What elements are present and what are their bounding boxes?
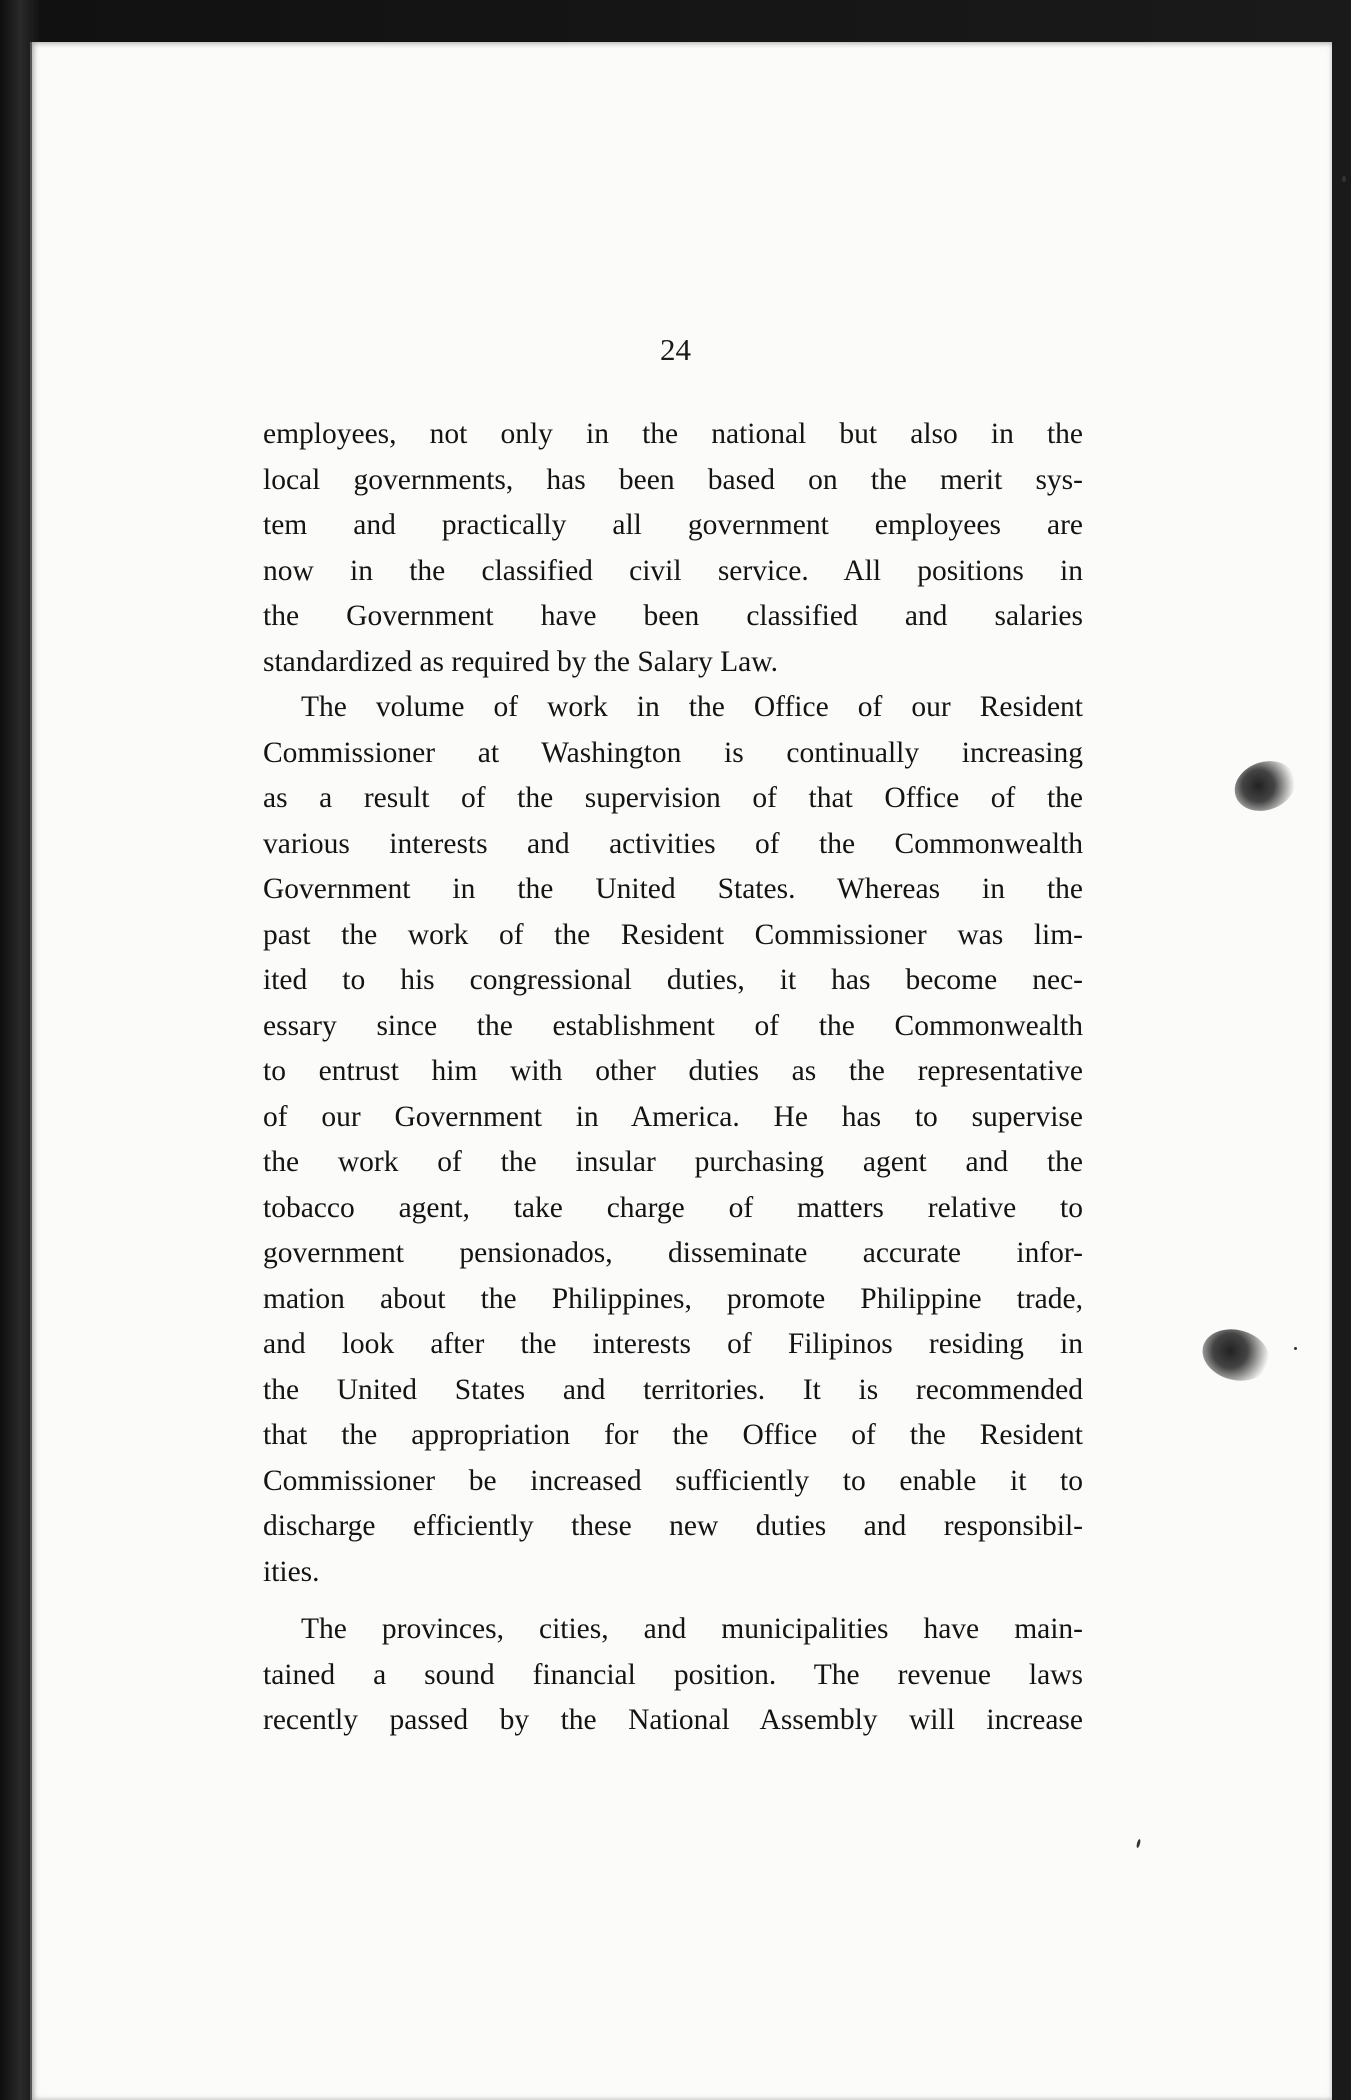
text-line: employees, not only in the national but also in the — [263, 418, 1083, 450]
body-text — [263, 412, 1083, 1744]
text-line: the Government have been classified and salaries — [263, 600, 1083, 632]
text-line: discharge efficiently these new duties and responsibil- — [263, 1510, 1083, 1542]
ink-speck — [1136, 1839, 1141, 1848]
text-line: various interests and activities of the Commonwealth — [263, 827, 1083, 860]
text-line: tem and practically all government employees are — [263, 509, 1083, 541]
text-line: The provinces, cities, and municipalities have main- — [301, 1613, 1083, 1645]
text-line: tained a sound financial position. The revenue laws — [263, 1658, 1083, 1691]
text-line: of our Government in America. He has to supervise — [263, 1100, 1083, 1133]
text-line: to entrust him with other duties as the representative — [263, 1055, 1083, 1087]
text-line: and look after the interests of Filipinos residing in — [263, 1328, 1083, 1360]
ink-speck — [1294, 1347, 1297, 1350]
text-line: the United States and territories. It is recommended — [263, 1373, 1083, 1406]
ink-blot — [1228, 753, 1303, 819]
text-line: the work of the insular purchasing agent and the — [263, 1146, 1083, 1178]
text-line: Government in the United States. Whereas in the — [263, 873, 1083, 905]
text-line: now in the classified civil service. All positions in — [263, 554, 1083, 587]
ink-blot — [1197, 1322, 1276, 1388]
text-line: ited to his congressional duties, it has become nec- — [263, 964, 1083, 996]
ink-speck — [1342, 176, 1346, 182]
paragraph — [263, 685, 1083, 1595]
text-line: mation about the Philippines, promote Philippine trade, — [263, 1282, 1083, 1315]
text-line: recently passed by the National Assembly will increase — [263, 1704, 1083, 1736]
text-line: standardized as required by the Salary Law. — [263, 645, 778, 678]
text-line: ities. — [263, 1555, 320, 1588]
text-line: past the work of the Resident Commissioner was lim- — [263, 918, 1083, 951]
text-line: government pensionados, disseminate accurate infor- — [263, 1237, 1083, 1269]
text-line: tobacco agent, take charge of matters relative to — [263, 1191, 1083, 1224]
page-number: 24 — [660, 332, 691, 367]
paragraph — [263, 412, 1083, 685]
text-line: The volume of work in the Office of our Resident — [301, 691, 1083, 723]
paragraph — [263, 1607, 1083, 1744]
text-line: essary since the establishment of the Commonwealth — [263, 1009, 1083, 1042]
text-line: Commissioner be increased sufficiently to enable it to — [263, 1464, 1083, 1497]
text-line: as a result of the supervision of that Office of the — [263, 782, 1083, 814]
text-line: local governments, has been based on the merit sys- — [263, 463, 1083, 496]
text-line: Commissioner at Washington is continually increasing — [263, 736, 1083, 769]
text-line: that the appropriation for the Office of the Resident — [263, 1419, 1083, 1451]
